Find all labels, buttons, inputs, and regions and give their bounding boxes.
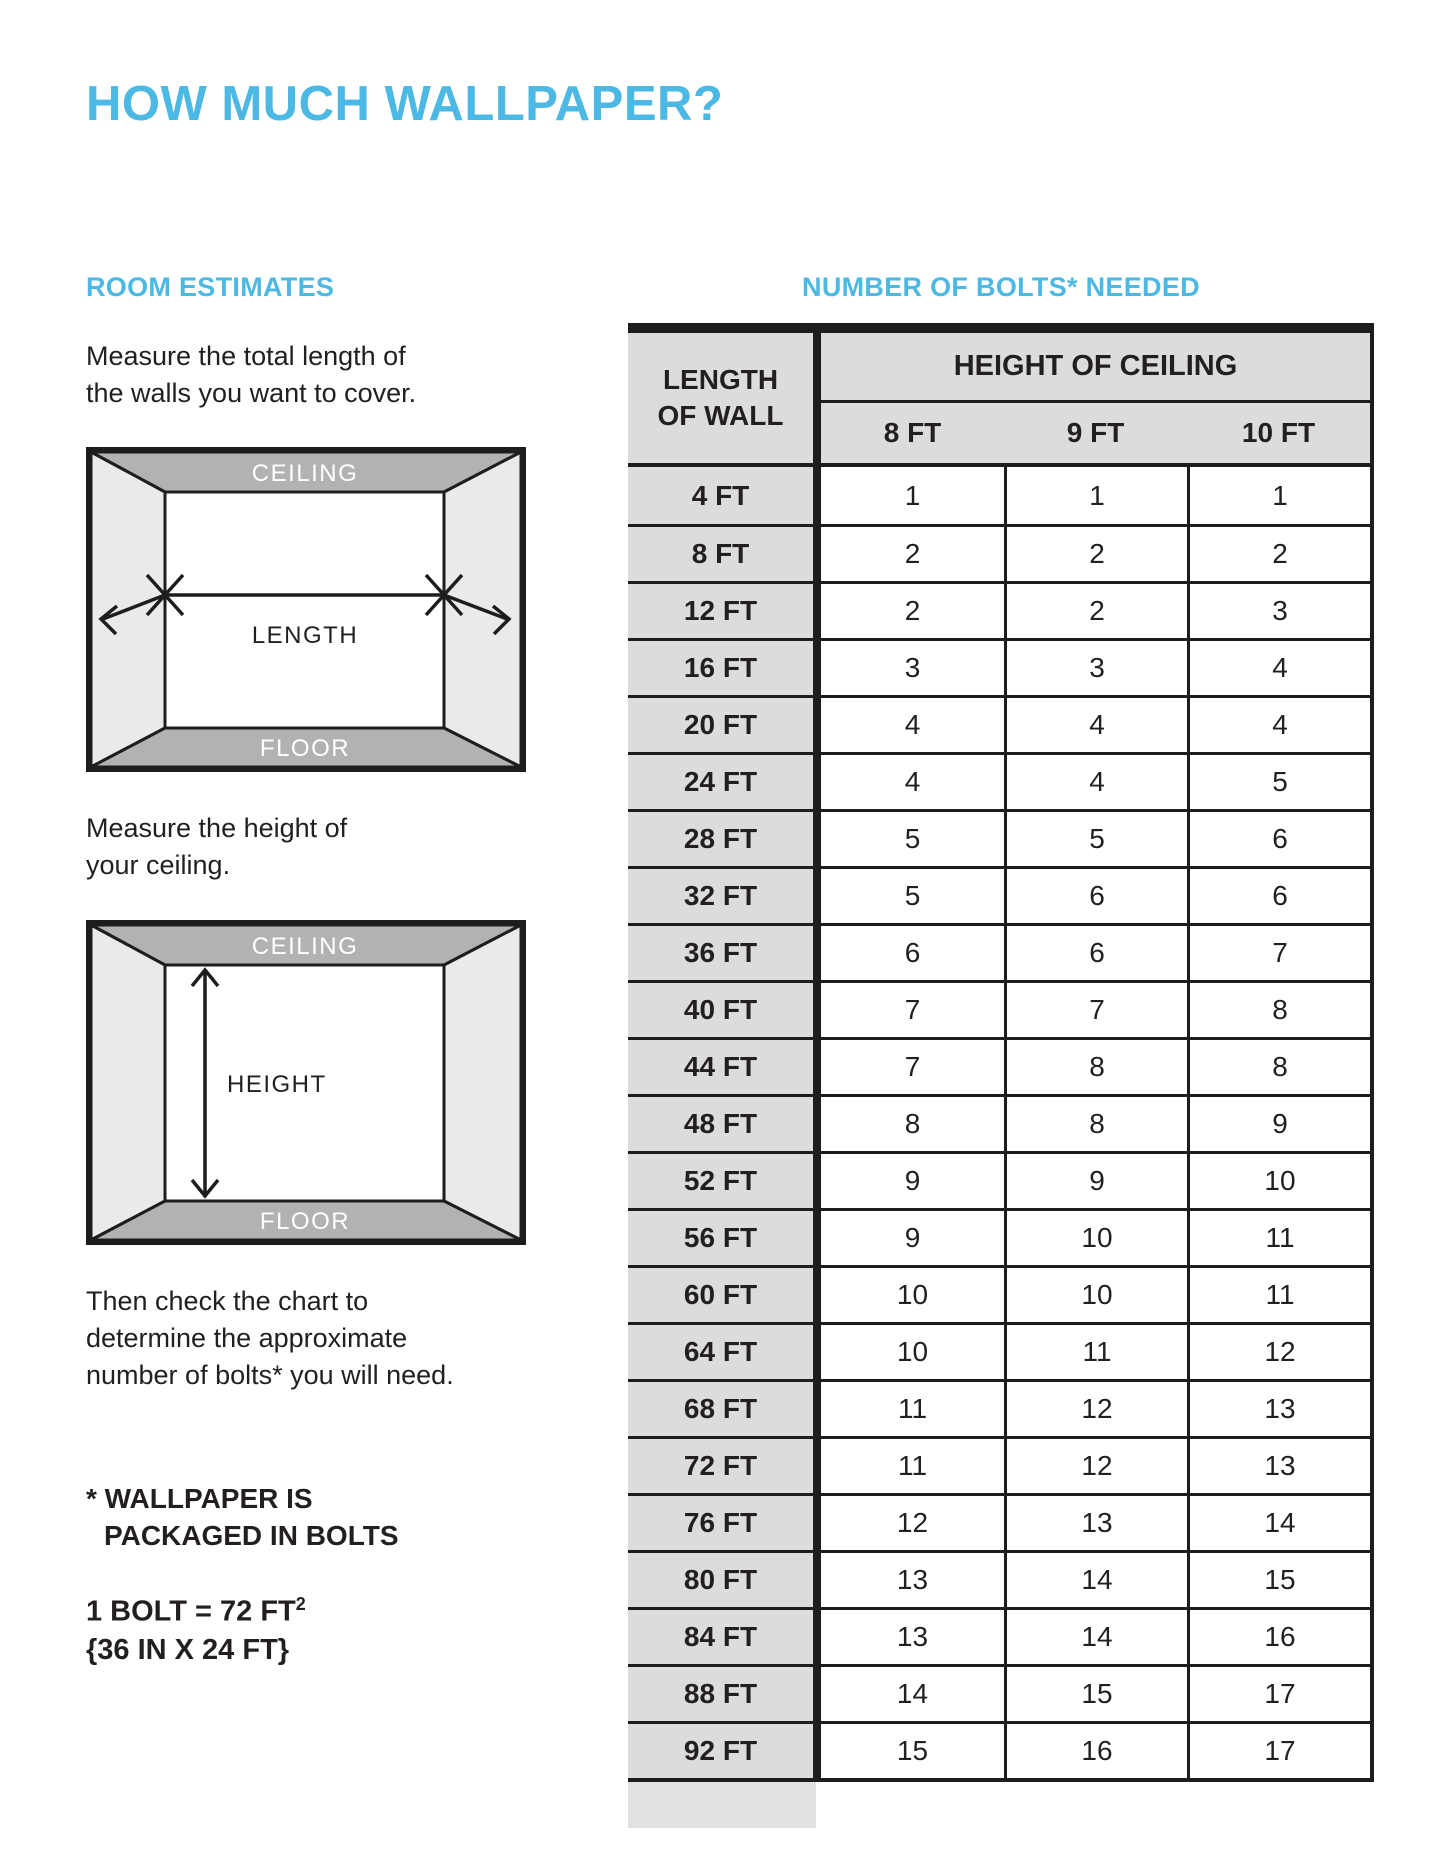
bolt-count-cell: 10 (1187, 1154, 1370, 1208)
bolts-needed-heading: NUMBER OF BOLTS* NEEDED (802, 272, 1200, 302)
wall-length-cell: 56 FT (628, 1211, 821, 1265)
bolt-count-cell: 5 (904, 880, 921, 911)
bolt-count-cell: 7 (1187, 926, 1370, 980)
length-of-wall-header-line2: OF WALL (657, 400, 784, 431)
chart-instruction-line3: number of bolts* you will need. (86, 1360, 454, 1390)
bolt-count-cell: 13 (896, 1621, 929, 1652)
bolt-count-cell: 13 (896, 1564, 929, 1595)
bolt-count-cell: 7 (904, 1051, 921, 1082)
bolt-count-cell: 14 (1004, 1553, 1187, 1607)
table-row (628, 923, 1370, 980)
wall-length-cell: 68 FT (628, 1382, 821, 1436)
table-row (628, 1037, 1370, 1094)
table-row (628, 1721, 1370, 1778)
left-wall-face (91, 925, 165, 1240)
bolt-count-cell: 11 (1187, 1211, 1370, 1265)
bolt-count-cell: 12 (1004, 1382, 1187, 1436)
bolt-count-cell: 9 (1187, 1097, 1370, 1151)
label-column-bleed (628, 1782, 816, 1828)
bolt-count-cell: 2 (1187, 527, 1370, 581)
bolt-note-line2: PACKAGED IN BOLTS (104, 1520, 399, 1551)
height-of-ceiling-header: HEIGHT OF CEILING (821, 333, 1370, 403)
bolt-count-cell: 5 (1004, 812, 1187, 866)
table-rows (628, 463, 1370, 1778)
bolt-count-cell: 8 (1004, 1097, 1187, 1151)
floor-label: FLOOR (259, 735, 351, 762)
bolt-count-cell: 4 (1004, 755, 1187, 809)
chart-instruction-line1: Then check the chart to (86, 1286, 369, 1316)
wall-length-cell: 84 FT (628, 1610, 821, 1664)
bolt-count-cell: 16 (1004, 1724, 1187, 1778)
wall-length-cell: 4 FT (628, 467, 821, 524)
column-header-8ft: 8 FT (883, 417, 942, 448)
bolt-count-cell: 15 (1187, 1553, 1370, 1607)
bolt-count-cell: 13 (1187, 1382, 1370, 1436)
bolt-count-cell: 10 (896, 1336, 929, 1367)
table-row (628, 809, 1370, 866)
chart-instruction-line2: determine the approximate (86, 1323, 408, 1353)
table-row (628, 866, 1370, 923)
wall-length-cell: 64 FT (628, 1325, 821, 1379)
table-row (628, 1208, 1370, 1265)
bolt-count-cell: 16 (1187, 1610, 1370, 1664)
length-of-wall-header (628, 333, 821, 463)
table-row (628, 1265, 1370, 1322)
bolt-count-cell: 1 (904, 479, 921, 511)
wall-length-cell: 72 FT (628, 1439, 821, 1493)
bolt-count-cell: 1 (1187, 467, 1370, 524)
wall-length-cell: 88 FT (628, 1667, 821, 1721)
bolt-count-cell: 2 (904, 595, 921, 626)
wall-length-cell: 48 FT (628, 1097, 821, 1151)
bolt-count-cell: 5 (1187, 755, 1370, 809)
wall-length-cell: 20 FT (628, 698, 821, 752)
bolt-equation-line (86, 1585, 306, 1631)
bolt-count-cell: 6 (1187, 812, 1370, 866)
bolt-count-cell: 15 (896, 1735, 929, 1766)
bolt-count-cell: 1 (1004, 467, 1187, 524)
length-of-wall-header-line1: LENGTH (662, 364, 779, 395)
bolt-count-cell: 6 (1004, 869, 1187, 923)
table-row (628, 1322, 1370, 1379)
bolt-count-cell: 3 (1004, 641, 1187, 695)
height-dimension-label: HEIGHT (227, 1071, 327, 1098)
wall-length-cell: 32 FT (628, 869, 821, 923)
ceiling-height-header-group (821, 333, 1370, 463)
wall-length-cell: 28 FT (628, 812, 821, 866)
height-instruction-line2: your ceiling. (86, 850, 231, 880)
back-wall-face (165, 492, 444, 728)
bolt-count-cell: 9 (904, 1222, 921, 1253)
bolt-count-cell: 8 (904, 1108, 921, 1139)
bolt-count-cell: 3 (1187, 584, 1370, 638)
height-instruction-line1: Measure the height of (86, 813, 348, 843)
bolt-count-cell: 13 (1004, 1496, 1187, 1550)
bolt-count-cell: 14 (1004, 1610, 1187, 1664)
wall-length-cell: 60 FT (628, 1268, 821, 1322)
wall-length-cell: 52 FT (628, 1154, 821, 1208)
table-row (628, 1094, 1370, 1151)
bolt-count-cell: 11 (1187, 1268, 1370, 1322)
page-title: HOW MUCH WALLPAPER? (86, 77, 724, 131)
right-wall-face (444, 925, 521, 1240)
wall-length-cell: 76 FT (628, 1496, 821, 1550)
bolt-size-definition (86, 1585, 306, 1669)
bolt-count-cell: 2 (1004, 527, 1187, 581)
wall-length-cell: 8 FT (628, 527, 821, 581)
table-top-bar (628, 323, 1370, 333)
wall-length-cell: 44 FT (628, 1040, 821, 1094)
ceiling-height-columns (821, 403, 1370, 463)
bolt-count-cell: 4 (1004, 698, 1187, 752)
bolt-count-cell: 14 (1187, 1496, 1370, 1550)
bolt-count-cell: 9 (904, 1165, 921, 1196)
bolt-count-cell: 8 (1187, 1040, 1370, 1094)
room-length-diagram (86, 447, 526, 772)
table-row (628, 1379, 1370, 1436)
length-instruction (86, 338, 416, 412)
bolt-dimensions-line: {36 IN X 24 FT} (86, 1633, 290, 1666)
floor-label: FLOOR (259, 1208, 351, 1235)
bolt-count-cell: 6 (904, 937, 921, 968)
table-row (628, 524, 1370, 581)
wall-length-cell: 80 FT (628, 1553, 821, 1607)
bolt-count-cell: 9 (1004, 1154, 1187, 1208)
bolt-count-cell: 10 (1004, 1211, 1187, 1265)
ceiling-height-diagram (86, 920, 526, 1245)
bolt-count-cell: 15 (1004, 1667, 1187, 1721)
bolt-count-cell: 3 (904, 652, 921, 683)
ceiling-label: CEILING (251, 460, 359, 487)
wall-length-cell: 92 FT (628, 1724, 821, 1778)
bolt-count-cell: 17 (1187, 1667, 1370, 1721)
bolt-count-cell: 7 (1004, 983, 1187, 1037)
table-header (628, 333, 1370, 463)
squared-superscript: 2 (295, 1594, 306, 1614)
height-instruction (86, 810, 347, 884)
bolt-count-cell: 7 (904, 994, 921, 1025)
bolt-count-cell: 8 (1187, 983, 1370, 1037)
bolt-count-cell: 10 (896, 1279, 929, 1310)
table-row (628, 467, 1370, 524)
bolt-count-cell: 12 (1187, 1325, 1370, 1379)
bolt-count-cell: 13 (1187, 1439, 1370, 1493)
wall-length-cell: 24 FT (628, 755, 821, 809)
bolt-count-cell: 4 (904, 766, 921, 797)
bolt-packaging-note (86, 1480, 399, 1554)
table-row (628, 581, 1370, 638)
bolt-note-line1: * WALLPAPER IS (86, 1483, 313, 1514)
table-row (628, 695, 1370, 752)
length-instruction-line2: the walls you want to cover. (86, 378, 417, 408)
bolt-count-cell: 12 (1004, 1439, 1187, 1493)
bolt-count-cell: 8 (1004, 1040, 1187, 1094)
length-dimension-label: LENGTH (251, 622, 359, 649)
length-instruction-line1: Measure the total length of (86, 341, 406, 371)
bolt-count-cell: 6 (1187, 869, 1370, 923)
wall-length-cell: 40 FT (628, 983, 821, 1037)
table-row (628, 752, 1370, 809)
wall-length-cell: 12 FT (628, 584, 821, 638)
bolt-count-cell: 5 (904, 823, 921, 854)
table-row (628, 1151, 1370, 1208)
wall-length-cell: 16 FT (628, 641, 821, 695)
table-row (628, 980, 1370, 1037)
bolt-count-cell: 14 (896, 1678, 929, 1709)
bolt-count-cell: 2 (1004, 584, 1187, 638)
bolt-count-cell: 6 (1004, 926, 1187, 980)
room-estimates-heading: ROOM ESTIMATES (86, 272, 335, 302)
table-row (628, 1436, 1370, 1493)
bolt-count-cell: 11 (897, 1393, 928, 1424)
table-row (628, 1607, 1370, 1664)
bolt-count-cell: 11 (897, 1450, 928, 1481)
bolt-count-cell: 2 (904, 538, 921, 569)
bolt-count-cell: 10 (1004, 1268, 1187, 1322)
table-row (628, 1493, 1370, 1550)
table-row (628, 1664, 1370, 1721)
bolt-count-cell: 12 (896, 1507, 929, 1538)
column-header-10ft: 10 FT (1241, 417, 1316, 448)
ceiling-label: CEILING (251, 933, 359, 960)
bolt-equation-text: 1 BOLT = 72 FT (86, 1595, 296, 1628)
wall-length-cell: 36 FT (628, 926, 821, 980)
column-header-9ft: 9 FT (1066, 417, 1125, 448)
bolt-count-cell: 4 (904, 709, 921, 740)
table-row (628, 1550, 1370, 1607)
table-row (628, 638, 1370, 695)
bolt-count-cell: 4 (1187, 641, 1370, 695)
bolts-table (628, 323, 1374, 1782)
bolt-count-cell: 11 (1004, 1325, 1187, 1379)
bolt-count-cell: 17 (1187, 1724, 1370, 1778)
bolt-count-cell: 4 (1187, 698, 1370, 752)
chart-instruction (86, 1283, 454, 1394)
